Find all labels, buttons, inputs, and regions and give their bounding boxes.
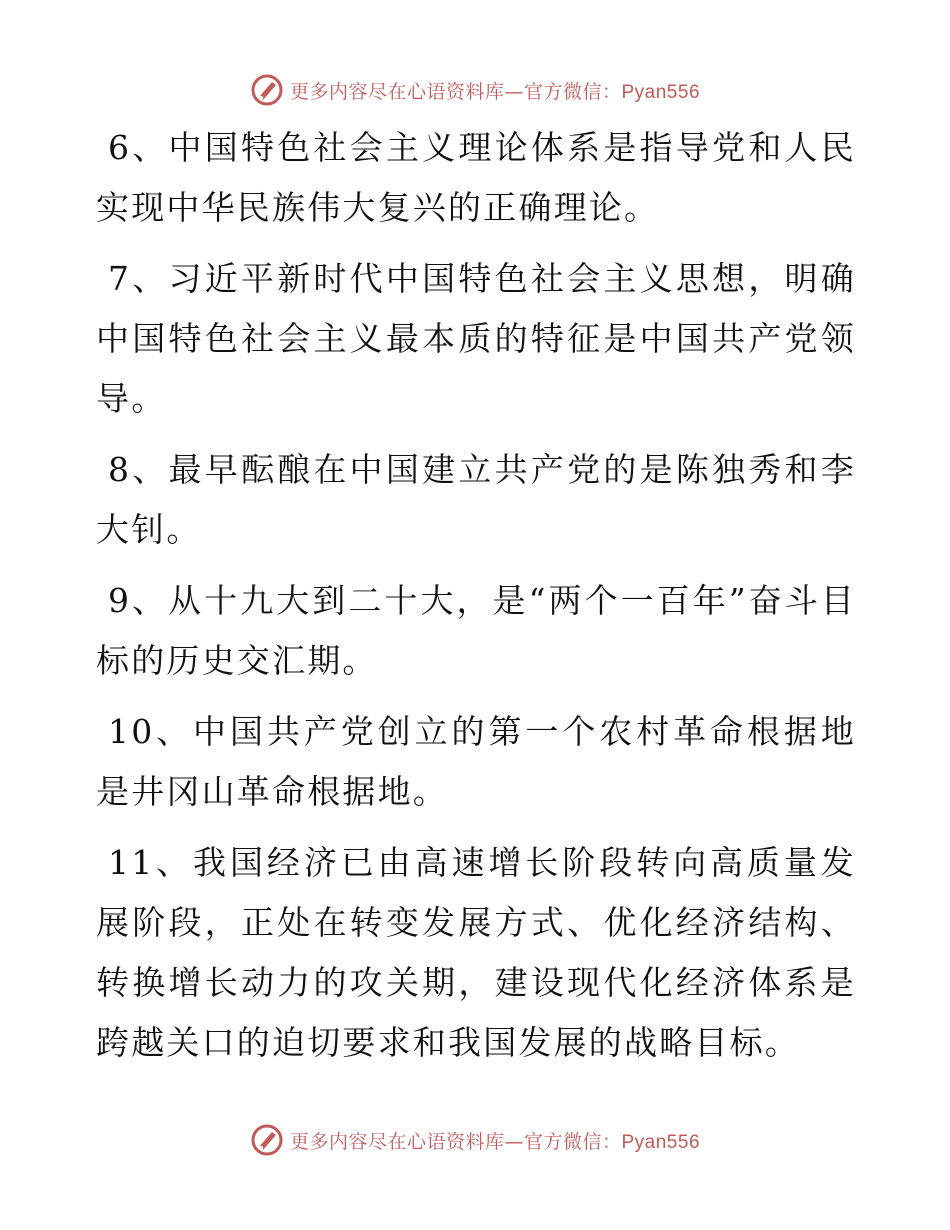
brand-logo-icon [250,1123,284,1157]
document-body [96,118,856,1084]
list-item-9: 9、从十九大到二十大，是“两个一百年”奋斗目标的历史交汇期。 [96,581,856,680]
list-item-10: 10、中国共产党创立的第一个农村革命根据地是井冈山革命根据地。 [96,712,856,811]
list-item-6: 6、中国特色社会主义理论体系是指导党和人民实现中华民族伟大复兴的正确理论。 [96,128,856,227]
header-banner-text [290,77,700,104]
brand-logo-icon [250,73,284,107]
header-wechat-id: Pyan556 [621,81,701,103]
footer-wechat-id: Pyan556 [621,1131,701,1153]
header-banner-label: 更多内容尽在心语资料库—官方微信： [289,80,622,103]
list-item-7: 7、习近平新时代中国特色社会主义思想，明确中国特色社会主义最本质的特征是中国共产党领导。 [96,259,856,418]
header-banner [0,70,950,110]
footer-banner-label: 更多内容尽在心语资料库—官方微信： [289,1130,622,1153]
list-item-8: 8、最早酝酿在中国建立共产党的是陈独秀和李大钊。 [96,450,856,549]
footer-banner [0,1120,950,1160]
list-item-11: 11、我国经济已由高速增长阶段转向高质量发展阶段，正处在转变发展方式、优化经济结构、转换增长动力的攻关期，建设现代化经济体系是跨越关口的迫切要求和我国发展的战略目标。 [96,843,856,1062]
footer-banner-text [290,1127,700,1154]
